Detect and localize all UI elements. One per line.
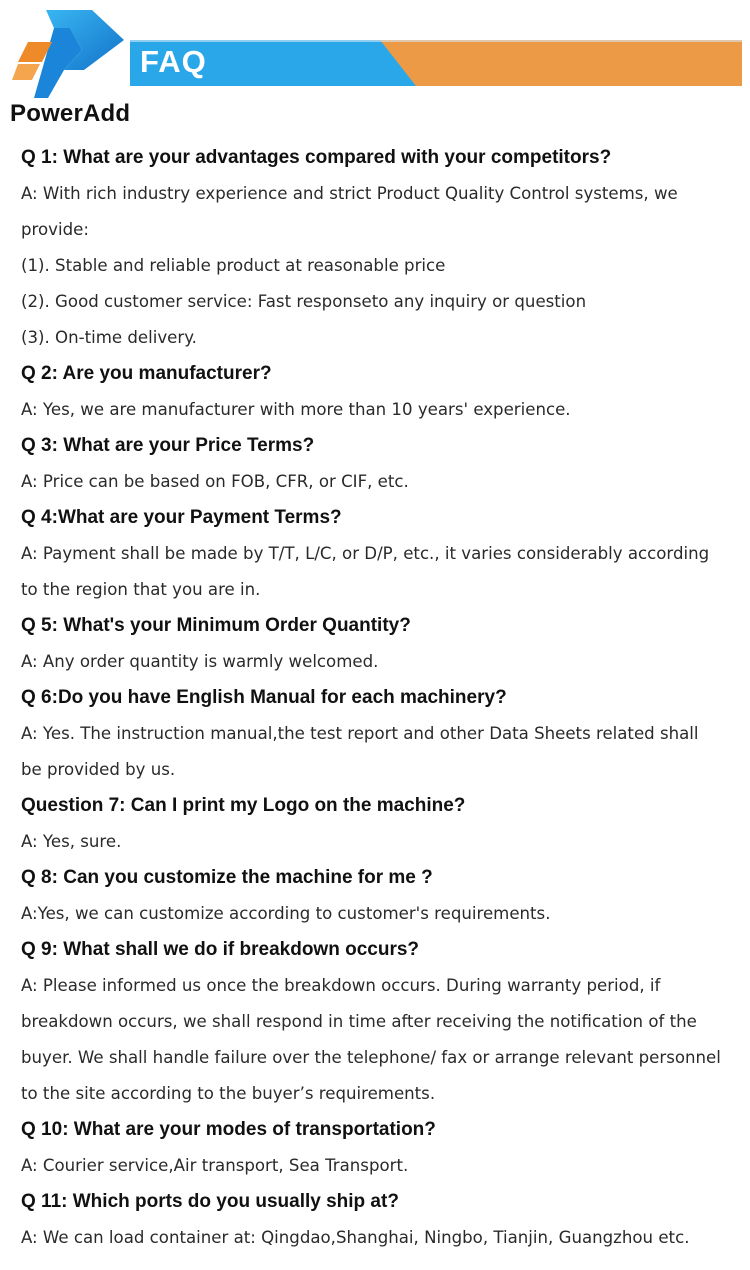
faq-answer-line: buyer. We shall handle failure over the telephone/ fax or arrange relevant personnel xyxy=(21,1048,721,1067)
faq-answer-line: A: With rich industry experience and strict Product Quality Control systems, we xyxy=(21,184,678,203)
faq-answer-line: A: Payment shall be made by T/T, L/C, or D/P, etc., it varies considerably according xyxy=(21,544,710,563)
faq-question: Q 6:Do you have English Manual for each machinery? xyxy=(21,687,507,708)
page-title: FAQ xyxy=(140,44,207,79)
faq-item xyxy=(21,788,746,860)
faq-question: Q 4:What are your Payment Terms? xyxy=(21,507,342,528)
faq-question: Q 9: What shall we do if breakdown occurs? xyxy=(21,939,420,960)
faq-item xyxy=(21,608,746,680)
faq-item xyxy=(21,356,746,428)
faq-banner xyxy=(130,40,742,86)
faq-answer-line: to the region that you are in. xyxy=(21,580,261,599)
faq-answer-line: be provided by us. xyxy=(21,760,176,779)
faq-answer-line: A: Please informed us once the breakdown occurs. During warranty period, if xyxy=(21,976,661,995)
faq-answer-line: (3). On-time delivery. xyxy=(21,328,197,347)
faq-answer-line: A: We can load container at: Qingdao,Shanghai, Ningbo, Tianjin, Guangzhou etc. xyxy=(21,1228,690,1247)
faq-answer-line: A: Yes. The instruction manual,the test report and other Data Sheets related shall xyxy=(21,724,699,743)
faq-item xyxy=(21,500,746,608)
faq-item xyxy=(21,1184,746,1256)
faq-question: Q 11: Which ports do you usually ship at? xyxy=(21,1191,399,1212)
header xyxy=(0,0,750,140)
faq-answer-line: A: Price can be based on FOB, CFR, or CIF, etc. xyxy=(21,472,409,491)
faq-question: Q 10: What are your modes of transportation? xyxy=(21,1119,436,1140)
faq-list xyxy=(21,140,746,1256)
faq-answer-line: breakdown occurs, we shall respond in time after receiving the notification of the xyxy=(21,1012,697,1031)
faq-answer-line: A: Any order quantity is warmly welcomed. xyxy=(21,652,379,671)
brand-name: PowerAdd xyxy=(10,100,131,127)
faq-answer-line: provide: xyxy=(21,220,89,239)
faq-question: Q 2: Are you manufacturer? xyxy=(21,363,272,384)
faq-answer-line: A: Yes, we are manufacturer with more than 10 years' experience. xyxy=(21,400,571,419)
faq-answer-line: (1). Stable and reliable product at reasonable price xyxy=(21,256,446,275)
faq-item xyxy=(21,428,746,500)
faq-question: Q 8: Can you customize the machine for me ? xyxy=(21,867,433,888)
faq-answer-line: A: Courier service,Air transport, Sea Transport. xyxy=(21,1156,409,1175)
poweradd-logo-icon xyxy=(12,6,130,102)
faq-answer-line: to the site according to the buyer’s requirements. xyxy=(21,1084,436,1103)
faq-question: Question 7: Can I print my Logo on the machine? xyxy=(21,795,466,816)
faq-question: Q 1: What are your advantages compared with your competitors? xyxy=(21,147,612,168)
faq-item xyxy=(21,932,746,1112)
faq-item xyxy=(21,140,746,356)
faq-question: Q 3: What are your Price Terms? xyxy=(21,435,315,456)
faq-question: Q 5: What's your Minimum Order Quantity? xyxy=(21,615,411,636)
faq-item xyxy=(21,680,746,788)
faq-answer-line: (2). Good customer service: Fast responseto any inquiry or question xyxy=(21,292,587,311)
faq-answer-line: A:Yes, we can customize according to customer's requirements. xyxy=(21,904,551,923)
faq-item xyxy=(21,860,746,932)
faq-answer-line: A: Yes, sure. xyxy=(21,832,122,851)
faq-item xyxy=(21,1112,746,1184)
